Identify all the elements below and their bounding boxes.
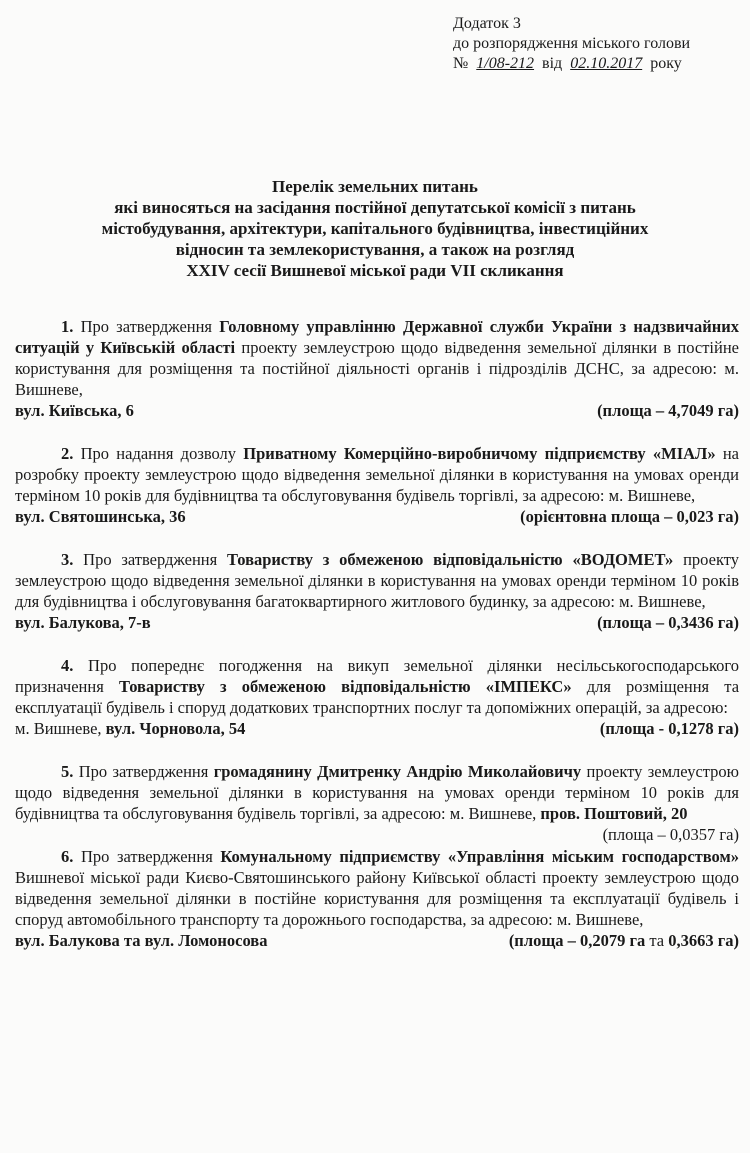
item-subject: громадянину Дмитренку Андрію Миколайовичу	[213, 762, 582, 781]
item-area-mid: та	[645, 931, 669, 950]
order-date: 02.10.2017	[570, 55, 643, 72]
document-title	[20, 176, 730, 281]
item-list	[15, 316, 739, 973]
title-line: Перелік земельних питань	[272, 177, 478, 196]
title-line: містобудування, архітектури, капітального будівництва, інвестиційних	[101, 219, 649, 238]
item-area: (орієнтовна площа – 0,023 га)	[520, 507, 739, 526]
item-number: 5.	[61, 762, 74, 781]
list-item	[15, 443, 739, 527]
annex-subtitle: до розпорядження міського голови	[453, 35, 691, 52]
item-address: вул. Святошинська, 36	[15, 507, 186, 526]
list-item	[15, 655, 739, 739]
item-number: 1.	[61, 317, 74, 336]
item-address-line	[15, 506, 739, 527]
item-address-line	[15, 930, 739, 951]
annex-number-line	[453, 54, 690, 74]
item-pre: Про попереднє погодження на викуп земельної ділянки несільськогосподарського призначення	[15, 656, 739, 696]
list-item	[15, 549, 739, 633]
item-text: для розміщення та експлуатації будівель і споруд додаткових транспортних послуг та допоміжних операцій, за адресою:	[15, 677, 740, 717]
item-address: вул. Чорновола, 54	[105, 719, 246, 738]
item-area: (площа – 0,3436 га)	[597, 613, 739, 632]
annex-no-prefix: №	[453, 55, 469, 72]
item-number: 4.	[61, 656, 74, 675]
item-subject: Приватному Комерційно-виробничому підприємству «МІАЛ»	[243, 444, 716, 463]
item-address-line	[15, 400, 739, 421]
item-address: пров. Поштовий, 20	[540, 804, 688, 823]
item-address: вул. Київська, 6	[15, 401, 134, 420]
item-pre: Про затвердження	[73, 847, 221, 866]
item-pre: Про затвердження	[73, 317, 220, 336]
annex-title: Додаток 3	[453, 15, 521, 32]
item-text: на розробку проекту землеустрою щодо відведення земельної ділянки в користування на умовах оренди терміном 10 років для будівництва та обслуговування будівель торгівлі, за адресою: м. Вишневе,	[15, 444, 739, 505]
item-number: 6.	[61, 847, 74, 866]
item-area-b: 0,3663 га)	[668, 931, 739, 950]
list-item	[15, 316, 739, 421]
item-number: 3.	[61, 550, 74, 569]
item-text: Вишневої міської ради Києво-Святошинського району Київської області проекту землеустрою щодо відведення земельної ділянки в постійне користування для розміщення та експлуатації будівель і споруд автомобільного транспорту та дорожнього господарства, за адресою: м. Вишневе,	[15, 868, 739, 929]
item-pre: Про затвердження	[73, 762, 214, 781]
title-line: відносин та землекористування, а також на розгляд	[175, 240, 575, 259]
item-area-a: (площа – 0,2079 га	[508, 931, 646, 950]
item-area	[509, 930, 739, 951]
item-subject: Товариству з обмеженою відповідальністю «ІМПЕКС»	[118, 677, 572, 696]
item-text: проекту землеустрою щодо відведення земельної ділянки в користування на умовах оренди терміном 10 років для будівництва та обслуговування будівель торгівлі, за адресою: м. Вишневе,	[15, 762, 740, 823]
item-address-prefix: м. Вишневе,	[15, 719, 106, 738]
annex-from: від	[542, 55, 563, 72]
list-item	[15, 846, 739, 951]
annex-header	[453, 14, 690, 74]
list-item	[15, 761, 740, 844]
annex-year: року	[650, 55, 682, 72]
item-area: (площа – 4,7049 га)	[597, 401, 739, 420]
item-pre: Про надання дозволу	[73, 444, 244, 463]
item-address: вул. Балукова та вул. Ломоносова	[15, 931, 268, 950]
item-address-line	[15, 612, 739, 633]
item-address: вул. Балукова, 7-в	[15, 613, 151, 632]
item-text: проекту землеустрою щодо відведення земельної ділянки в користування на умовах оренди терміном 10 років для будівництва і обслуговування багатоквартирного житлового будинку, за адресою: м. Вишневе,	[15, 550, 739, 611]
item-subject: Головному управлінню Державної служби України з надзвичайних ситуацій у Київській області	[15, 317, 739, 357]
item-address-wrap	[15, 718, 245, 739]
item-pre: Про затвердження	[73, 550, 227, 569]
title-line: XXIV сесії Вишневої міської ради VII скликання	[186, 261, 564, 280]
item-subject: Комунальному підприємству «Управління міським господарством»	[220, 847, 739, 866]
order-number: 1/08-212	[476, 55, 535, 72]
item-text: проекту землеустрою щодо відведення земельної ділянки в постійне користування для розміщення та постійної діяльності органів і підрозділів ДСНС, за адресою: м. Вишневе,	[15, 338, 739, 399]
item-address-line	[15, 718, 739, 739]
title-line: які виносяться на засідання постійної депутатської комісії з питань	[114, 198, 636, 217]
item-area: (площа - 0,1278 га)	[599, 719, 739, 738]
item-area: (площа – 0,0357 га)	[602, 825, 739, 844]
item-subject: Товариству з обмеженою відповідальністю «ВОДОМЕТ»	[226, 550, 674, 569]
item-number: 2.	[61, 444, 74, 463]
